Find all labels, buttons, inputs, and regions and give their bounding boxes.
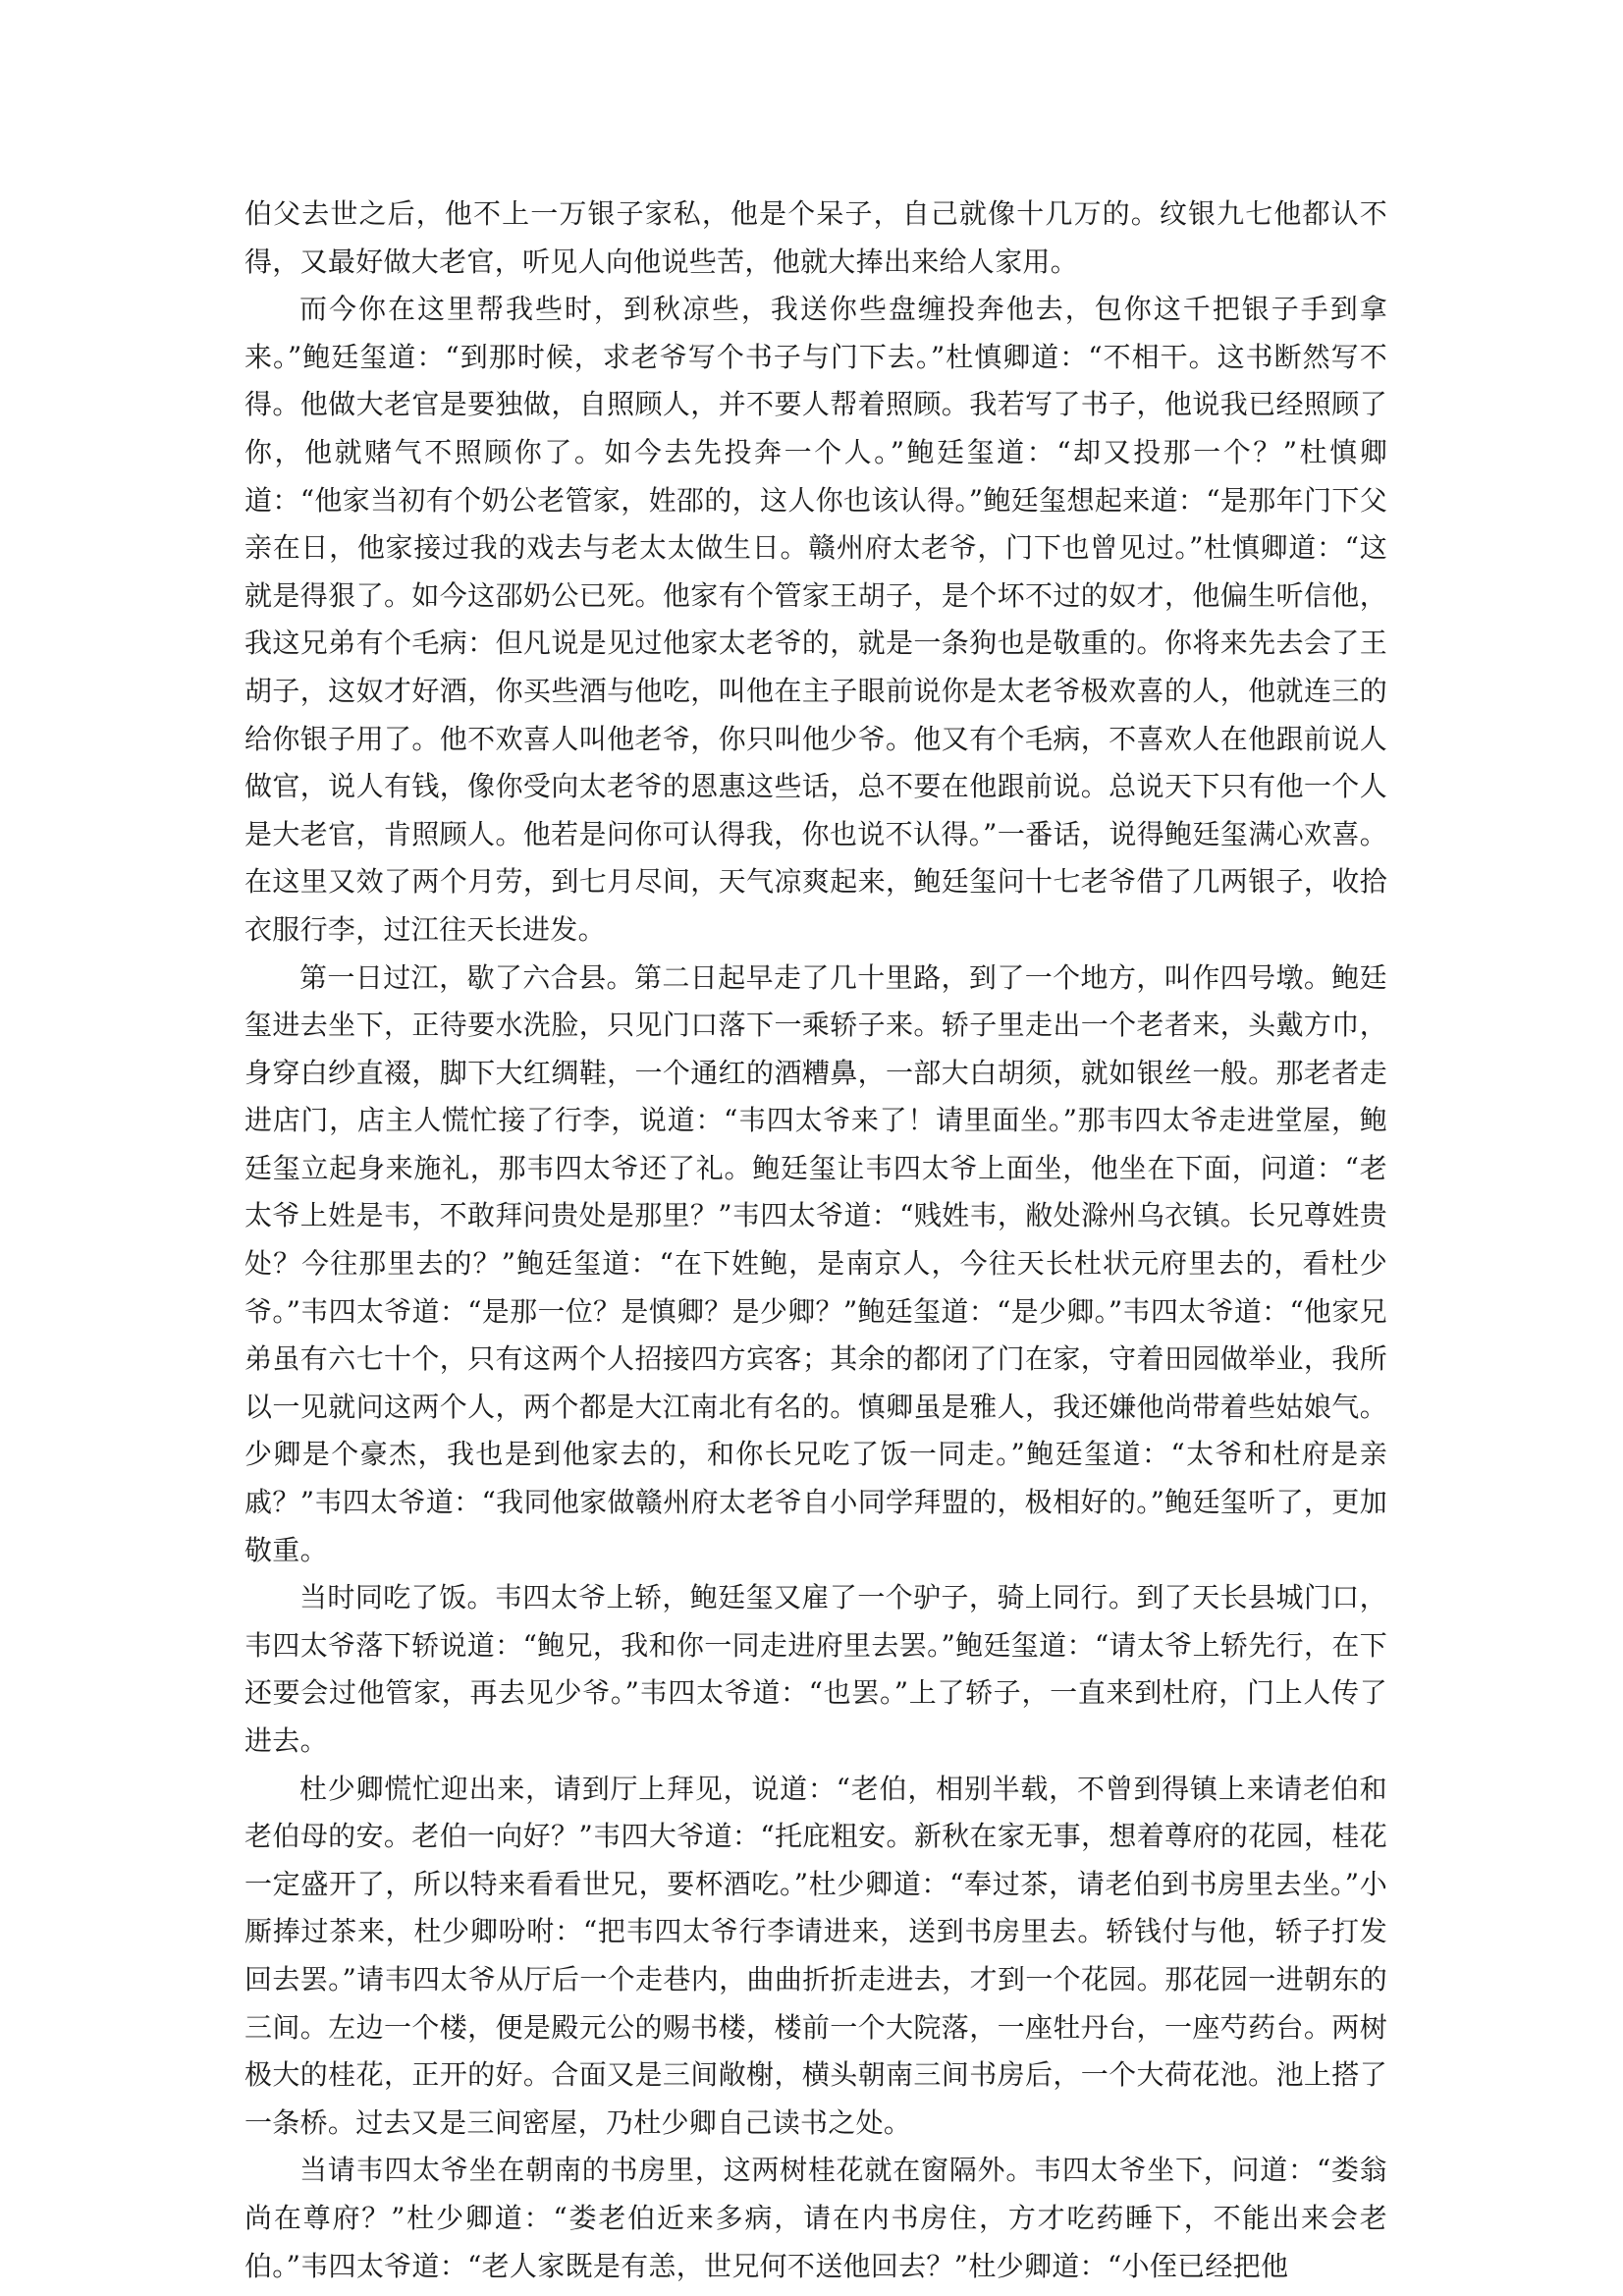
paragraph: 而今你在这里帮我些时，到秋凉些，我送你些盘缠投奔他去，包你这千把银子手到拿来。”鲍廷玺道：“到那时候，求老爷写个书子与门下去。”杜慎卿道：“不相干。这书断然写不得。他做大老官是要独做，自照顾人，并不要人帮着照顾。我若写了书子，他说我已经照顾了你，他就赌气不照顾你了。如今去先投奔一个人。”鲍廷玺道：“却又投那一个？”杜慎卿道：“他家当初有个奶公老管家，姓邵的，这人你也该认得。”鲍廷玺想起来道：“是那年门下父亲在日，他家接过我的戏去与老太太做生日。赣州府太老爷，门下也曾见过。”杜慎卿道：“这就是得狠了。如今这邵奶公已死。他家有个管家王胡子，是个坏不过的奴才，他偏生听信他，我这兄弟有个毛病：但凡说是见过他家太老爷的，就是一条狗也是敬重的。你将来先去会了王胡子，这奴才好酒，你买些酒与他吃，叫他在主子眼前说你是太老爷极欢喜的人，他就连三的给你银子用了。他不欢喜人叫他老爷，你只叫他少爷。他又有个毛病，不喜欢人在他跟前说人做官，说人有钱，像你受向太老爷的恩惠这些话，总不要在他跟前说。总说天下只有他一个人是大老官，肯照顾人。他若是问你可认得我，你也说不认得。”一番话，说得鲍廷玺满心欢喜。在这里又效了两个月劳，到七月尽间，天气凉爽起来，鲍廷玺问十七老爷借了几两银子，收拾衣服行李，过江往天长进发。: [244, 293, 1387, 946]
paragraph: 杜少卿慌忙迎出来，请到厅上拜见，说道：“老伯，相别半载，不曾到得镇上来请老伯和老伯母的安。老伯一向好？”韦四大爷道：“托庇粗安。新秋在家无事，想着尊府的花园，桂花一定盛开了，所以特来看看世兄，要杯酒吃。”杜少卿道：“奉过茶，请老伯到书房里去坐。”小厮捧过茶来，杜少卿吩咐：“把韦四太爷行李请进来，送到书房里去。轿钱付与他，轿子打发回去罢。”请韦四太爷从厅后一个走巷内，曲曲折折走进去，才到一个花园。那花园一进朝东的三间。左边一个楼，便是殿元公的赐书楼，楼前一个大院落，一座牡丹台，一座芍药台。两树极大的桂花，正开的好。合面又是三间敞榭，横头朝南三间书房后，一个大荷花池。池上搭了一条桥。过去又是三间密屋，乃杜少卿自己读书之处。: [244, 1772, 1387, 2139]
paragraph: 第一日过江，歇了六合县。第二日起早走了几十里路，到了一个地方，叫作四号墩。鲍廷玺进去坐下，正待要水洗脸，只见门口落下一乘轿子来。轿子里走出一个老者来，头戴方巾，身穿白纱直裰，脚下大红绸鞋，一个通红的酒糟鼻，一部大白胡须，就如银丝一般。那老者走进店门，店主人慌忙接了行李，说道：“韦四太爷来了！请里面坐。”那韦四太爷走进堂屋，鲍廷玺立起身来施礼，那韦四太爷还了礼。鲍廷玺让韦四太爷上面坐，他坐在下面，问道：“老太爷上姓是韦，不敢拜问贵处是那里？”韦四太爷道：“贱姓韦，敝处滁州乌衣镇。长兄尊姓贵处？今往那里去的？”鲍廷玺道：“在下姓鲍，是南京人，今往天长杜状元府里去的，看杜少爷。”韦四太爷道：“是那一位？是慎卿？是少卿？”鲍廷玺道：“是少卿。”韦四太爷道：“他家兄弟虽有六七十个，只有这两个人招接四方宾客；其余的都闭了门在家，守着田园做举业，我所以一见就问这两个人，两个都是大江南北有名的。慎卿虽是雅人，我还嫌他尚带着些姑娘气。少卿是个豪杰，我也是到他家去的，和你长兄吃了饭一同走。”鲍廷玺道：“太爷和杜府是亲戚？”韦四太爷道：“我同他家做赣州府太老爷自小同学拜盟的，极相好的。”鲍廷玺听了，更加敬重。: [244, 960, 1387, 1566]
body-text: [244, 191, 1387, 2290]
paragraph: 当请韦四太爷坐在朝南的书房里，这两树桂花就在窗隔外。韦四太爷坐下，问道：“娄翁尚在尊府？”杜少卿道：“娄老伯近来多病，请在内书房住，方才吃药睡下，不能出来会老伯。”韦四太爷道：“老人家既是有恙，世兄何不送他回去？”杜少卿道：“小侄已经把他: [244, 2154, 1387, 2282]
paragraph: 当时同吃了饭。韦四太爷上轿，鲍廷玺又雇了一个驴子，骑上同行。到了天长县城门口，韦四太爷落下轿说道：“鲍兄，我和你一同走进府里去罢。”鲍廷玺道：“请太爷上轿先行，在下还要会过他管家，再去见少爷。”韦四太爷道：“也罢。”上了轿子，一直来到杜府，门上人传了进去。: [244, 1581, 1387, 1757]
paragraph-continuation: 伯父去世之后，他不上一万银子家私，他是个呆子，自己就像十几万的。纹银九七他都认不得，又最好做大老官，听见人向他说些苦，他就大捧出来给人家用。: [244, 197, 1387, 278]
